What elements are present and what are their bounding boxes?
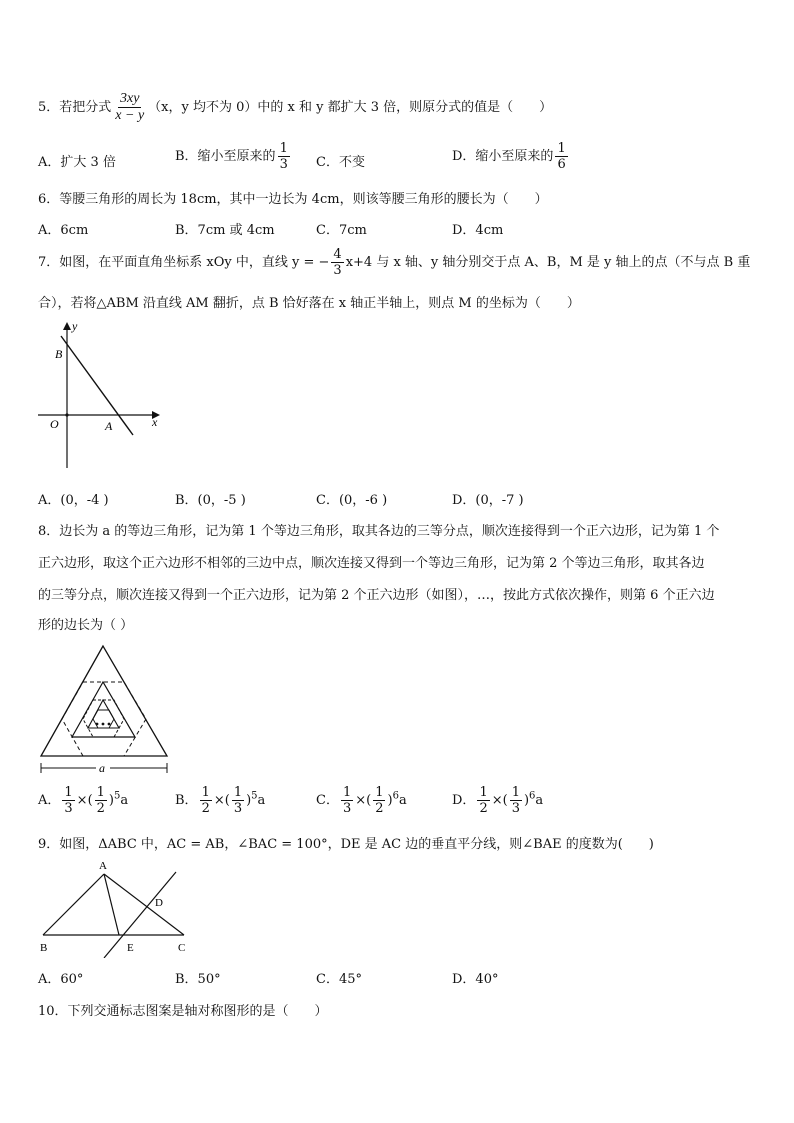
q9-triangle-figure — [34, 858, 194, 958]
q8-option-d: D． $\frac{1}{2}$ ×( $\frac{1}{3}$ )$^6$a — [452, 785, 544, 816]
q9-option-b: B．50° — [175, 972, 221, 987]
q5-option-d: D．缩小至原来的 $\frac{1}{6}$ — [452, 141, 566, 172]
q9-stem: 9．如图，ΔABC 中，AC = AB，∠BAC = 100°，DE 是 AC 边的垂直平分线，则∠BAE 的度数为( ) — [38, 837, 654, 852]
dot-2 — [102, 723, 105, 726]
q7-stem-line1: 7．如图，在平面直角坐标系 xOy 中，直线 y = − $\frac{4}{3}$ x+4 与 x 轴、y 轴分别交于点 A、B，M 是 y 轴上的点（不与点 B 重 — [38, 247, 751, 278]
y-axis-arrow-icon — [63, 322, 71, 330]
triangle-2 — [72, 682, 135, 737]
label-e: E — [127, 942, 134, 954]
q5-option-a: A．扩大 3 倍 — [38, 155, 116, 170]
q10-stem: 10．下列交通标志图案是轴对称图形的是（ ） — [38, 1004, 328, 1019]
label-y: y — [72, 319, 78, 333]
q8-option-c: C． $\frac{1}{3}$ ×( $\frac{1}{2}$ )$^6$a — [316, 785, 407, 816]
label-b: B — [55, 347, 63, 361]
hexagon-1 — [62, 682, 146, 756]
q6-option-d: D．4cm — [452, 223, 504, 238]
q9-option-c: C．45° — [316, 972, 362, 987]
side-ab — [43, 874, 104, 935]
q8-option-b: B． $\frac{1}{2}$ ×( $\frac{1}{3}$ )$^5$a — [175, 785, 266, 816]
label-d: D — [155, 897, 163, 909]
q5-option-c: C．不变 — [316, 155, 365, 170]
label-x: x — [152, 415, 158, 429]
q8-stem-line2: 正六边形，取这个正六边形不相邻的三边中点，顺次连接又得到一个等边三角形，记为第 2 个等边三角形，取其各边 — [38, 556, 705, 571]
q8-triangle-figure — [36, 640, 176, 780]
q9-option-d: D．40° — [452, 972, 499, 987]
dot-3 — [108, 723, 111, 726]
q6-option-c: C．7cm — [316, 223, 367, 238]
q6-option-a: A．6cm — [38, 223, 89, 238]
q5-option-b: B．缩小至原来的 $\frac{1}{3}$ — [175, 141, 288, 172]
label-a: A — [105, 419, 113, 433]
q8-stem-line1: 8．边长为 a 的等边三角形，记为第 1 个等边三角形，取其各边的三等分点，顺次连接得到一个正六边形，记为第 1 个 — [38, 524, 720, 539]
q6-stem: 6．等腰三角形的周长为 18cm，其中一边长为 4cm，则该等腰三角形的腰长为（ ） — [38, 192, 548, 207]
q8-stem-line3: 的三等分点，顺次连接又得到一个正六边形，记为第 2 个正六边形（如图），…，按此方式依次操作，则第 6 个正六边 — [38, 588, 715, 603]
q9-option-a: A．60° — [38, 972, 84, 987]
q7-option-a: A．(0，-4 ) — [38, 493, 109, 508]
q7-option-d: D．(0，-7 ) — [452, 493, 524, 508]
q5-stem: 5．若把分式 $\frac{3xy}{x - y}$ （x，y 均不为 0）中的 x 和 y 都扩大 3 倍，则原分式的值是（ ） — [38, 91, 553, 123]
label-c: C — [178, 942, 186, 954]
origin-point — [65, 413, 68, 416]
label-a: A — [99, 860, 107, 872]
dot-1 — [96, 723, 99, 726]
label-a: a — [99, 761, 105, 775]
q8-stem-line4: 形的边长为（ ） — [38, 618, 134, 633]
bisector-line — [104, 872, 176, 958]
q8-option-a: A． $\frac{1}{3}$ ×( $\frac{1}{2}$ )$^5$a — [38, 785, 129, 816]
q7-option-b: B．(0，-5 ) — [175, 493, 246, 508]
line-ab — [61, 336, 133, 435]
side-ac — [104, 874, 184, 935]
q7-coordinate-figure — [30, 318, 180, 478]
label-b: B — [40, 942, 48, 954]
q7-option-c: C．(0，-6 ) — [316, 493, 388, 508]
q6-option-b: B．7cm 或 4cm — [175, 223, 275, 238]
q7-stem-line2: 合），若将△ABM 沿直线 AM 翻折，点 B 恰好落在 x 轴正半轴上，则点 M 的坐标为（ ） — [38, 296, 580, 311]
q5-fraction: $\frac{3xy}{x - y}$ — [115, 91, 145, 123]
label-o: O — [50, 417, 59, 431]
